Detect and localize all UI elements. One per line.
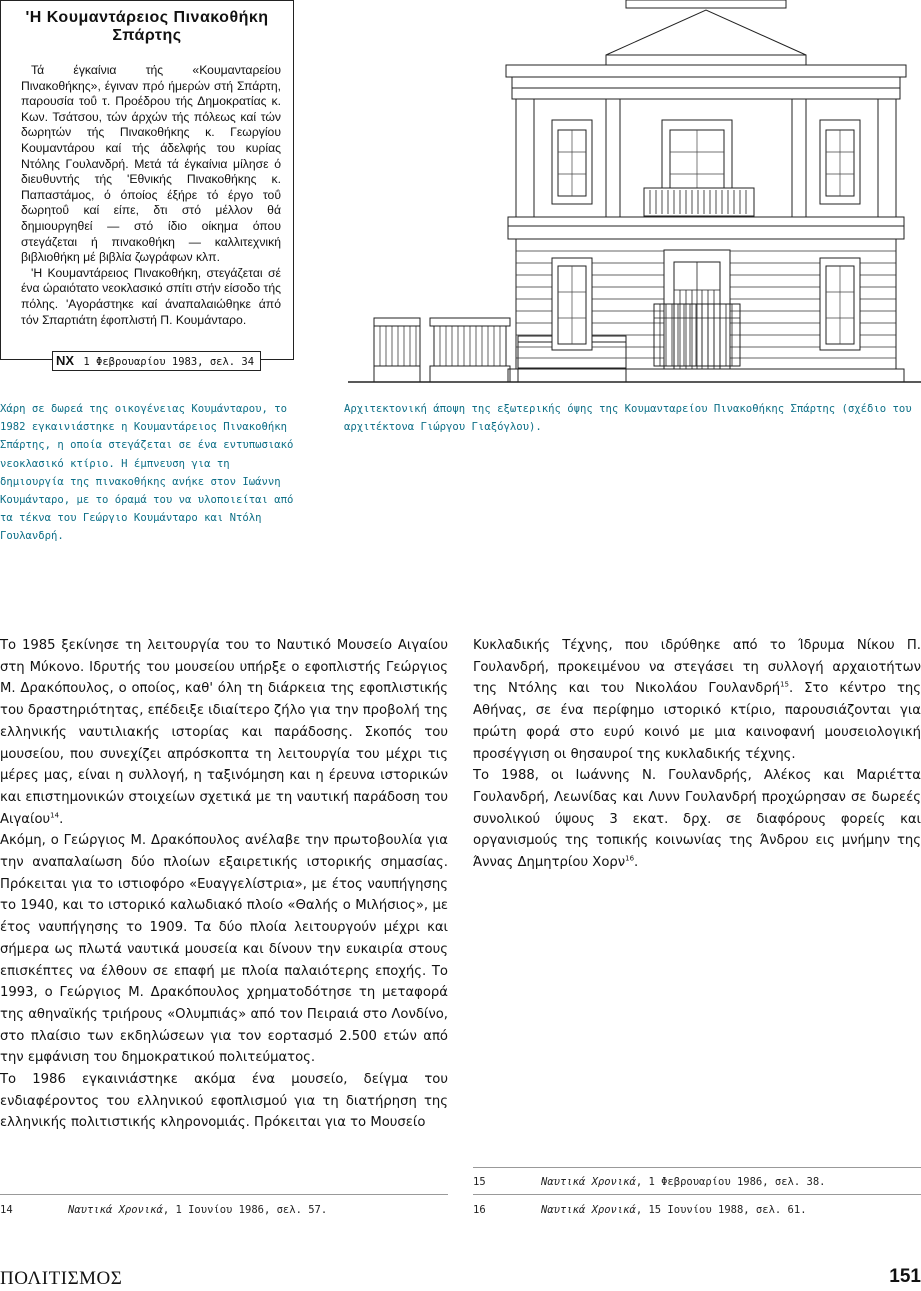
body-column-right: [473, 635, 921, 874]
clipping-source-date: 1 Φεβρουαρίου 1983, σελ. 34: [83, 356, 255, 368]
body-paragraph: Ακόμη, ο Γεώργιος Μ. Δρακόπουλος ανέλαβε την πρωτοβουλία για την αναπαλαίωση δύο πλοίων εξαιρετικής ιστορικής σημασίας. Πρόκειται για το ιστιοφόρο «Ευαγγελίστρια», με έτος ναυπήγησης το 1940, και το ιστορικό καλωδιακό πλοίο «Θαλής ο Μιλήσιος», με έτος ναυπήγησης το 1909. Τα δύο πλοία λειτουργούν μέχρι και σήμερα ως πλωτά ναυτικά μουσεία και δίνουν την ευκαιρία στους επισκέπτες να έλθουν σε επαφή με πλοία παλαιότερης εποχής. Το 1993, ο Γεώργιος Μ. Δρακόπουλος χρηματοδότησε τη μεταφορά της αθηναϊκής τριήρους «Ολυμπιάς» από τον Πειραιά στο Λονδίνο, στο πλαίσιο των εκδηλώσεων για τον εορτασμό 2.500 ετών από την εμφάνιση του δημοκρατικού πολιτεύματος.: [0, 833, 448, 1066]
section-title: ΠΟΛΙΤΙΣΜΟΣ: [0, 1268, 123, 1289]
footnote-15: 15 Ναυτικά Χρονικά, 1 Φεβρουαρίου 1986, σελ. 38.: [473, 1176, 826, 1188]
footnote-divider: [473, 1167, 921, 1168]
clipping-paragraph: 'Η Κουμαντάρειος Πινακοθήκη, στεγάζεται σέ ένα ώραιότατο νεοκλασικό σπίτι στήν είσοδο τής πόλης. 'Αγοράστηκε καί άναπαλαιώθηκε άπό τόν Σπαρτιάτη έφοπλιστή Π. Κουμάνταρο.: [21, 265, 281, 327]
footnote-ref: 15: [780, 681, 789, 690]
newspaper-logo: NX: [53, 353, 77, 368]
body-paragraph: Το 1986 εγκαινιάστηκε ακόμα ένα μουσείο, δείγμα του ενδιαφέροντος του ελληνικού εφοπλισμού για τη διατήρηση της ελληνικής πολιτιστικής κληρονομιάς. Πρόκειται για το Μουσείο: [0, 1072, 448, 1131]
newspaper-clipping: [0, 0, 294, 360]
page-number: 151: [889, 1266, 921, 1287]
body-paragraph: Το 1988, οι Ιωάννης Ν. Γουλανδρής, Αλέκος και Μαριέττα Γουλανδρή, Λεωνίδας και Λυνν Γουλανδρή προχώρησαν σε δωρεές συνολικού ύψους 3 εκατ. δρχ. σε διαφόρους φορείς και οργανισμούς της τοπικής κοινωνίας της Άνδρου εις μνήμην της Άννας Δημητρίου Χορν$^{16}$.: [473, 768, 921, 871]
clipping-body: [21, 63, 281, 328]
clipping-paragraph: Τά έγκαίνια τής «Κουμανταρείου Πινακοθήκης», έγιναν πρό ήμερών στή Σπάρτη, παρουσία τοΰ τ. Προέδρου τής Δημοκρατίας κ. Κων. Τσάτσου, τών άρχών τής πόλεως καί τών δωρητών τής Πινακοθήκης κ. Γεωργίου Κουμαντάρου καί τής άδελφής του κυρίας Ντόλης Γουλανδρή. Μετά τά έγκαίνια μίλησε ό διευθυντής τής 'Εθνικής Πινακοθήκης κ. Παπαστάμος, ό όποίος έξήρε τό έργο τοΰ δωρητοΰ καί είπε, δτι στό μέλλον θά δημιουργηθεί — στό ίδιο οίκημα όπου στεγάζεται ή πινακοθήκη — καλλιτεχνική βιβλιοθήκη μέ βιβλία ζωγράφων κλπ.: [21, 63, 281, 265]
body-column-left: [0, 635, 448, 1134]
photo-caption-left: Χάρη σε δωρεά της οικογένειας Κουμάνταρου, το 1982 εγκαινιάστηκε η Κουμαντάρειος Πινακοθήκη Σπάρτης, η οποία στεγάζεται σε ένα εντυπωσιακό νεοκλασικό κτίριο. Η έμπνευση για τη δημιουργία της πινακοθήκης ανήκε στον Ιωάννη Κουμάνταρο, με το όραμά του να υλοποιείται από τα τέκνα του Γεώργιο Κουμάνταρο και Ντόλη Γουλανδρή.: [0, 403, 294, 543]
footnote-ref: 16: [625, 854, 635, 863]
photo-caption-right: Αρχιτεκτονική άποψη της εξωτερικής όψης της Κουμανταρείου Πινακοθήκης Σπάρτης (σχέδιο του αρχιτέκτονα Γιώργου Γιαξόγλου).: [344, 403, 912, 434]
footnote-divider: [0, 1194, 448, 1195]
clipping-source: [52, 351, 261, 371]
clipping-title: 'Η Κουμαντάρειος Πινακοθήκη Σπάρτης: [25, 9, 269, 44]
body-paragraph: Το 1985 ξεκίνησε τη λειτουργία του το Ναυτικό Μουσείο Αιγαίου στη Μύκονο. Ιδρυτής του μουσείου υπήρξε ο εφοπλιστής Γεώργιος Μ. Δρακόπουλος, ο οποίος, καθ' όλη τη διάρκεια της εφοπλιστικής του δραστηριότητας, επέδειξε ιδιαίτερο ζήλο για την προβολή της ελληνικής ναυτιλιακής ιστορίας και παράδοσης. Σκοπός του μουσείου, που συνεχίζει απρόσκοπτα τη λειτουργία του μέχρι τις μέρες μας, είναι η συλλογή, η ταξινόμηση και η έρευνα ιστορικών και επιστημονικών στοιχείων σχετικά με τη ναυτική παράδοση του Αιγαίου$^{14}$.: [0, 638, 448, 827]
architectural-facade-drawing: [344, 0, 921, 385]
footnote-ref: 14: [50, 811, 60, 820]
footnote-14: 14 Ναυτικά Χρονικά, 1 Ιουνίου 1986, σελ. 57.: [0, 1204, 328, 1216]
body-paragraph: Κυκλαδικής Τέχνης, που ιδρύθηκε από το Ίδρυμα Νίκου Π. Γουλανδρή, προκειμένου να στεγάσει τη συλλογή αρχαιοτήτων της Ντόλης και του Νικολάου Γουλανδρή$^{15}$. Στο κέντρο της Αθήνας, σε ένα περίφημο ιστορικό κτίριο, παρουσιάζονται για πρώτη φορά στο ευρύ κοινό με μια καινοφανή μουσειολογική προσέγγιση οι θησαυροί της κυκλαδικής τέχνης.: [473, 638, 921, 762]
footnote-16: 16 Ναυτικά Χρονικά, 15 Ιουνίου 1988, σελ. 61.: [473, 1204, 807, 1216]
footnote-divider: [473, 1194, 921, 1195]
